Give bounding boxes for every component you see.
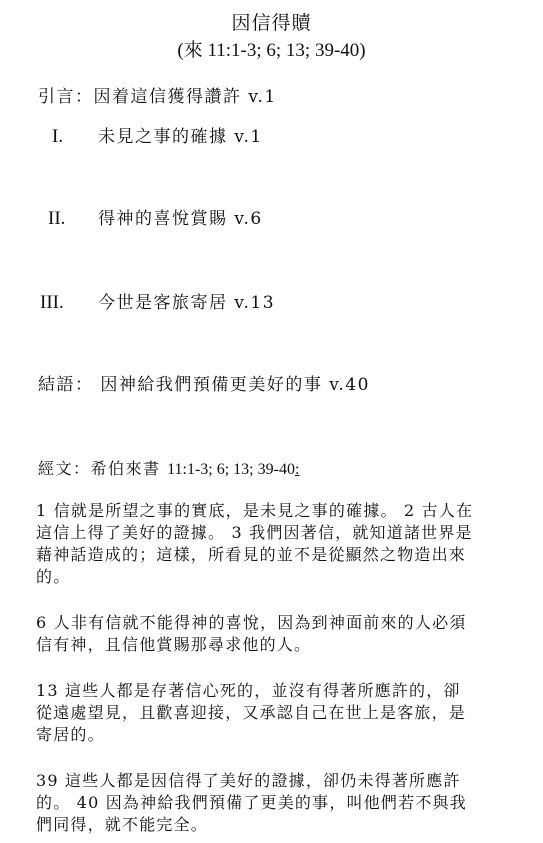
scripture-ref: 11:1-3; 6; 13; 39-40 (167, 461, 295, 478)
point-3-text: 今世是客旅寄居 v.13 (98, 293, 276, 313)
sermon-title: 因信得贖 (231, 12, 312, 34)
scripture-heading (38, 458, 299, 481)
scripture-reference-subtitle: (來 11:1-3; 6; 13; 39-40) (177, 40, 366, 61)
scripture-label: 經文：希伯來書 (38, 459, 161, 478)
point-3-numeral: III. (40, 292, 64, 313)
point-2-text: 得神的喜悅賞賜 v.6 (98, 209, 263, 229)
scripture-paragraph-2: 6 人非有信就不能得神的喜悅，因為到神面前來的人必須信有神，且信他賞賜那尋求他的人。 (36, 613, 467, 654)
point-1-numeral: I. (52, 126, 64, 147)
scripture-colon: : (294, 461, 300, 478)
introduction-line: 引言：因着這信獲得讚許 v.1 (38, 87, 277, 107)
scripture-paragraph-3: 13 這些人都是存著信心死的，並沒有得著所應許的，卻從遠處望見，且歡喜迎接，又承認自己在世上是客旅，是寄居的。 (36, 681, 467, 744)
point-2-numeral: II. (48, 208, 66, 229)
point-1-text: 未見之事的確據 v.1 (98, 127, 263, 147)
scripture-paragraph-4: 39 這些人都是因信得了美好的證據，卻仍未得著所應許的。 40 因為神給我們預備了更美的事，叫他們若不與我們同得，就不能完全。 (36, 771, 467, 834)
conclusion-line: 結語： 因神給我們預備更美好的事 v.40 (38, 375, 370, 395)
scripture-paragraph-1: 1 信就是所望之事的實底，是未見之事的確據。 2 古人在這信上得了美好的證據。 3 我們因著信，就知道諸世界是藉神話造成的；這樣，所看見的並不是從顯然之物造出來的。 (36, 501, 474, 586)
